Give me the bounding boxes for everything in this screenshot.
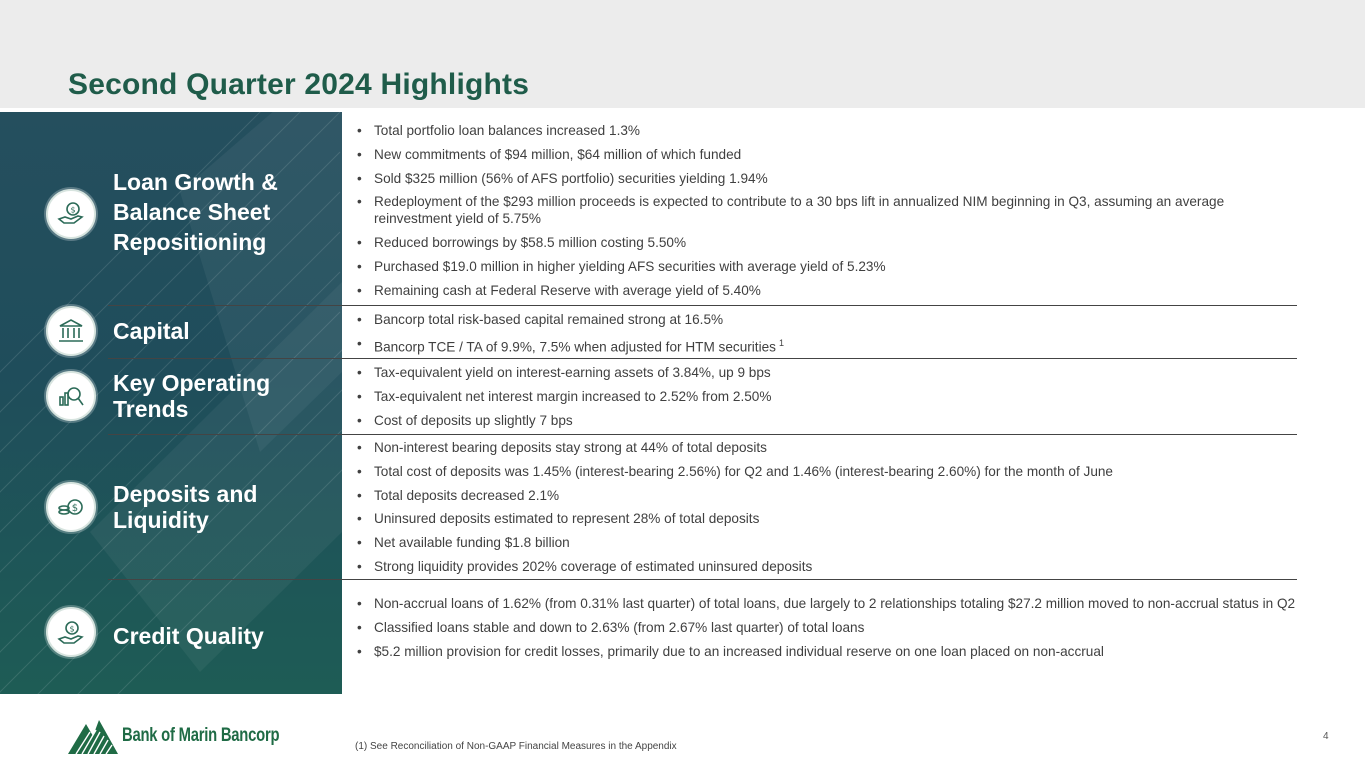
bullets-deposits [356,439,1296,582]
list-item: • $5.2 million provision for credit losses, primarily due to an increased individual reserve on one loan placed on non-accrual [356,643,1296,660]
section-label-key-operating-trends: Key Operating Trends [113,370,271,422]
section-label-capital: Capital [113,318,190,344]
list-item: • Bancorp total risk-based capital remained strong at 16.5% [356,311,1296,328]
bank-logo [66,718,324,754]
bullets-loan-growth [356,122,1296,306]
section-divider [108,305,1297,306]
list-item: • Reduced borrowings by $58.5 million costing 5.50% [356,234,1296,251]
section-divider [108,358,1297,359]
list-item: • Total deposits decreased 2.1% [356,487,1296,504]
bullets-key-operating [356,364,1296,435]
list-item: • Tax-equivalent net interest margin increased to 2.52% from 2.50% [356,388,1296,405]
hand-coin-icon [46,607,96,657]
list-item: • Strong liquidity provides 202% coverage of estimated uninsured deposits [356,558,1296,575]
footnote-ref: 1 [778,337,784,348]
list-item: • Remaining cash at Federal Reserve with average yield of 5.40% [356,282,1296,299]
logo-text: Bank of Marin Bancorp [122,725,280,746]
section-label-deposits-liquidity: Deposits and Liquidity [113,481,258,533]
coins-dollar-icon [46,482,96,532]
list-item: • Purchased $19.0 million in higher yielding AFS securities with average yield of 5.23% [356,258,1296,275]
list-item: • Net available funding $1.8 billion [356,534,1296,551]
bank-icon [46,306,96,356]
list-item: • Non-interest bearing deposits stay strong at 44% of total deposits [356,439,1296,456]
page-title: Second Quarter 2024 Highlights [68,68,530,101]
list-item: • Uninsured deposits estimated to represent 28% of total deposits [356,510,1296,527]
list-item: • Sold $325 million (56% of AFS portfolio) securities yielding 1.94% [356,170,1296,187]
svg-text:$: $ [69,624,75,634]
footnote: (1) See Reconciliation of Non-GAAP Financial Measures in the Appendix [355,741,677,752]
mountain-tree-icon [66,718,120,754]
bullets-credit-quality [356,595,1296,666]
svg-text:$: $ [70,205,76,215]
list-item: • Total portfolio loan balances increased 1.3% [356,122,1296,139]
list-item: • Redeployment of the $293 million proceeds is expected to contribute to a 30 bps lift in annualized NIM beginning in Q3, assuming an average reinvestment yield of 5.75% [356,193,1296,227]
svg-text:$: $ [71,503,79,514]
list-item: • Tax-equivalent yield on interest-earning assets of 3.84%, up 9 bps [356,364,1296,381]
section-divider [108,579,1297,580]
bullets-capital [356,311,1296,362]
page-number: 4 [1323,731,1329,742]
list-item: • Non-accrual loans of 1.62% (from 0.31% last quarter) of total loans, due largely to 2 relationships totaling $27.2 million moved to non-accrual status in Q2 [356,595,1296,612]
list-item: • New commitments of $94 million, $64 million of which funded [356,146,1296,163]
chart-magnifier-icon [46,371,96,421]
list-item: • Bancorp TCE / TA of 9.9%, 7.5% when adjusted for HTM securities $^1$ [356,335,1296,356]
list-item: • Cost of deposits up slightly 7 bps [356,412,1296,429]
section-label-loan-growth: Loan Growth & Balance Sheet Repositioning [113,169,278,255]
list-item: • Classified loans stable and down to 2.63% (from 2.67% last quarter) of total loans [356,619,1296,636]
section-label-credit-quality: Credit Quality [113,623,264,649]
hand-money-icon [46,189,96,239]
section-divider [108,434,1297,435]
list-item: • Total cost of deposits was 1.45% (interest-bearing 2.56%) for Q2 and 1.46% (interest-bearing 2.60%) for the month of June [356,463,1296,480]
